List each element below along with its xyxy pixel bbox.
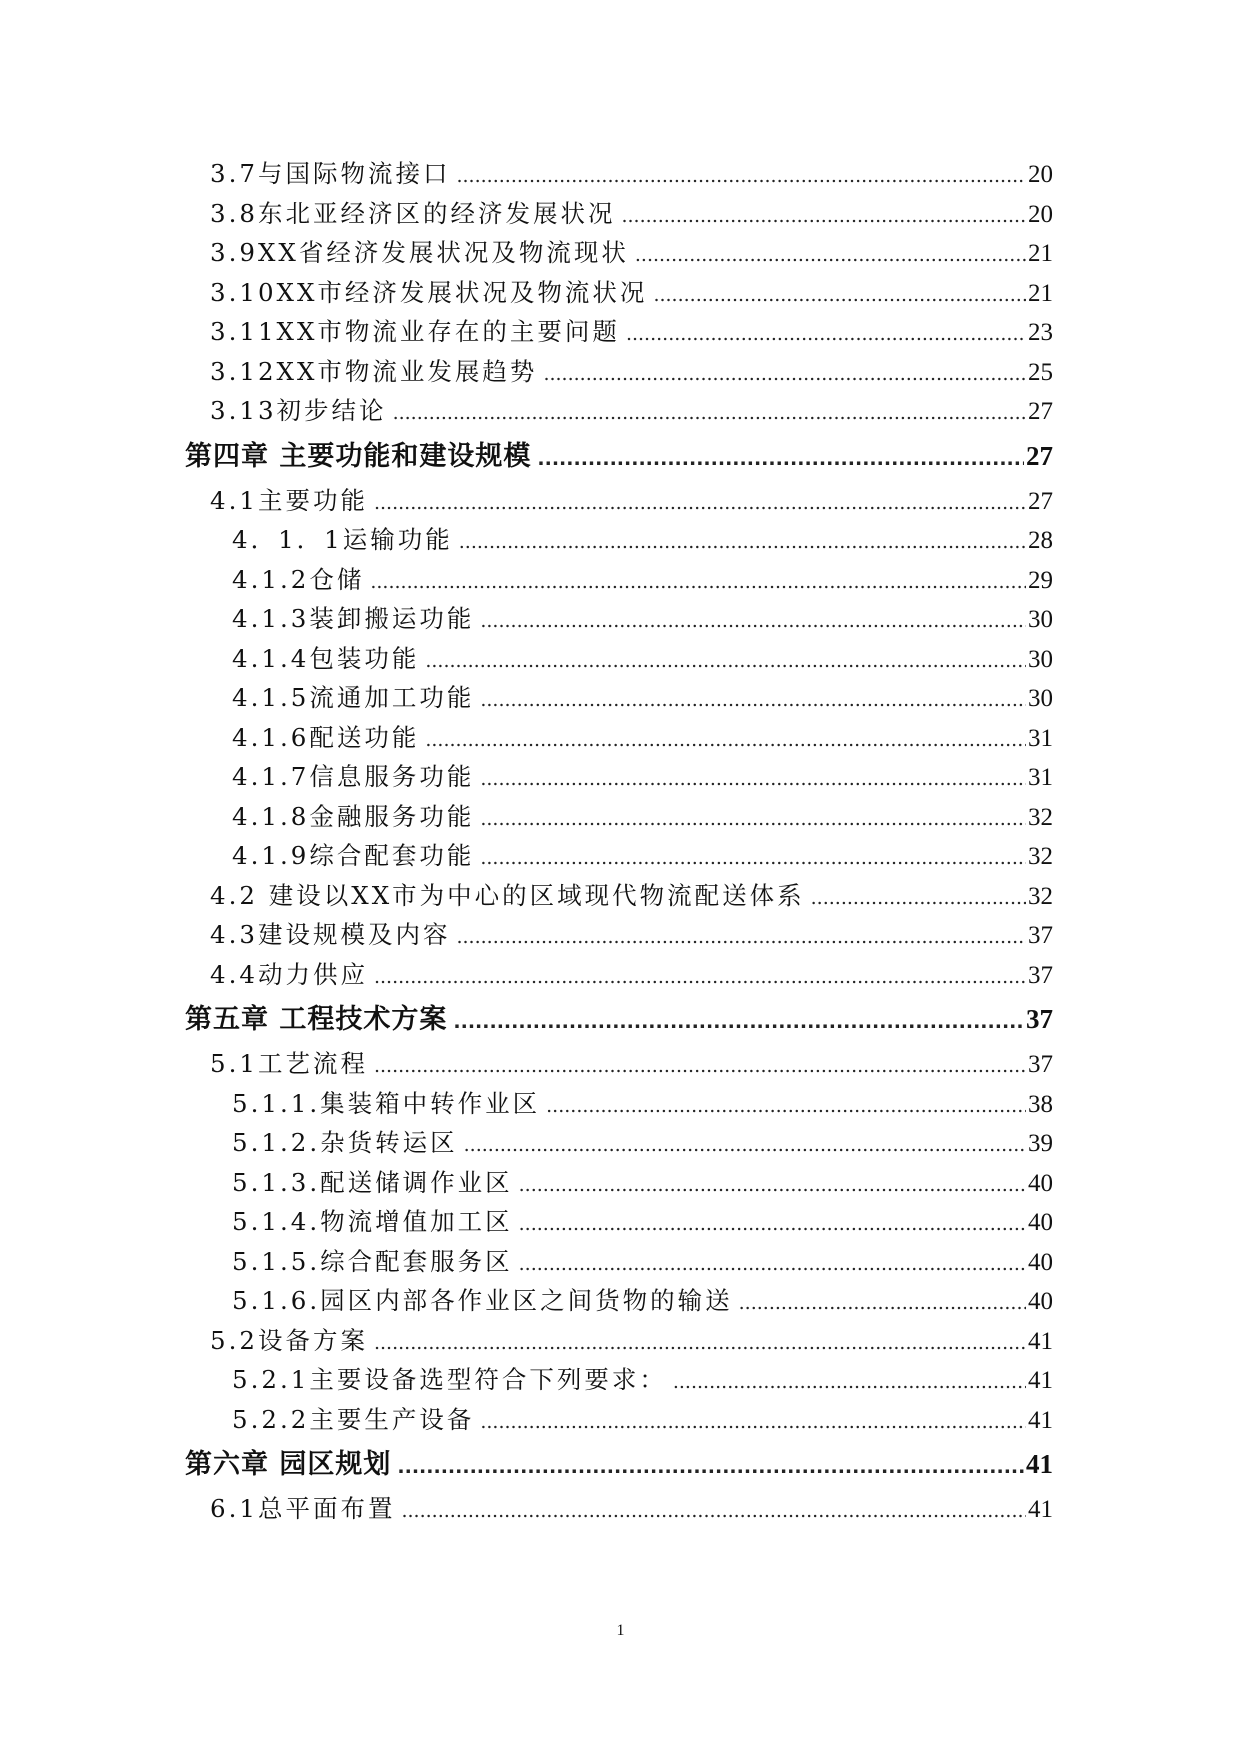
toc-entry-title: 4.1.4包装功能: [232, 643, 420, 673]
toc-entry-page: 25: [1028, 358, 1053, 386]
toc-entry-title: 5.1.1.集装箱中转作业区: [232, 1088, 541, 1118]
toc-entry[interactable]: [186, 520, 1053, 560]
toc-entry-title: 4.2 建设以XX市为中心的区域现代物流配送体系: [210, 880, 805, 910]
toc-entry-page: 32: [1028, 843, 1053, 870]
toc-entry-title: 5.2设备方案: [210, 1325, 368, 1355]
toc-entry-title: 5.1.2.杂货转运区: [232, 1128, 458, 1157]
toc-leader-dots: [393, 394, 1026, 434]
toc-entry-title: 3.8东北亚经济区的经济发展状况: [210, 198, 616, 228]
toc-entry-title: 第六章 园区规划: [185, 1449, 392, 1480]
toc-entry[interactable]: [186, 481, 1053, 521]
toc-leader-dots: [519, 1205, 1026, 1245]
toc-entry-page: 41: [1028, 1496, 1053, 1523]
toc-leader-dots: [374, 1047, 1026, 1087]
toc-entry[interactable]: [186, 1163, 1053, 1203]
toc-entry[interactable]: [186, 1321, 1053, 1361]
toc-leader-dots: [519, 1245, 1026, 1285]
toc-entry[interactable]: [186, 718, 1053, 758]
toc-entry-page: 29: [1028, 566, 1053, 594]
toc-leader-dots: [519, 1166, 1026, 1206]
toc-entry-title: 3.10XX市经济发展状况及物流状况: [210, 277, 648, 307]
toc-entry-title: 4.1.8金融服务功能: [232, 801, 475, 831]
toc-entry[interactable]: [186, 154, 1053, 194]
toc-leader-dots: [811, 879, 1026, 919]
toc-entry-page: 31: [1028, 764, 1053, 791]
toc-entry-page: 37: [1028, 1051, 1053, 1078]
toc-entry[interactable]: [186, 955, 1053, 995]
toc-entry-title: 4.1.3装卸搬运功能: [232, 604, 475, 633]
toc-entry-title: 4.3建设规模及内容: [210, 920, 451, 949]
toc-entry-page: 41: [1028, 1367, 1053, 1394]
toc-entry-page: 40: [1028, 1169, 1053, 1197]
toc-entry-page: 31: [1028, 724, 1053, 752]
toc-entry[interactable]: [186, 273, 1053, 313]
toc-entry-title: 5.2.2主要生产设备: [232, 1404, 475, 1434]
toc-entry-page: 40: [1028, 1248, 1053, 1276]
page-number: 1: [616, 1622, 625, 1639]
toc-entry-page: 20: [1028, 161, 1053, 188]
toc-leader-dots: [537, 434, 1024, 484]
toc-leader-dots: [626, 315, 1026, 355]
toc-entry[interactable]: [186, 1242, 1053, 1282]
toc-entry-page: 38: [1028, 1090, 1053, 1118]
toc-entry-page: 30: [1028, 685, 1053, 712]
toc-entry-title: 第四章 主要功能和建设规模: [185, 440, 532, 472]
toc-entry-title: 5.1.6.园区内部各作业区之间货物的输送: [232, 1286, 733, 1315]
toc-entry-page: 23: [1028, 319, 1053, 346]
toc-entry-page: 20: [1028, 200, 1053, 228]
toc-entry-page: 27: [1028, 487, 1053, 515]
toc-entry[interactable]: [186, 1044, 1053, 1084]
toc-leader-dots: [374, 958, 1026, 998]
toc-entry-page: 32: [1028, 882, 1053, 910]
toc-leader-dots: [425, 721, 1026, 761]
toc-entry-title: 5.1.3.配送储调作业区: [232, 1167, 513, 1197]
toc-entry-title: 4.1.7信息服务功能: [232, 762, 475, 791]
toc-entry[interactable]: [186, 1281, 1053, 1321]
toc-chapter-entry[interactable]: [185, 431, 1053, 481]
toc-leader-dots: [401, 1492, 1026, 1532]
toc-entry-page: 21: [1028, 240, 1053, 267]
toc-entry-title: 3.7与国际物流接口: [210, 159, 451, 188]
toc-entry[interactable]: [186, 391, 1053, 431]
toc-entry-title: 5.1.5.综合配套服务区: [232, 1246, 513, 1276]
toc-entry-page: 32: [1028, 803, 1053, 831]
toc-entry-title: 4.1.9综合配套功能: [232, 841, 475, 870]
toc-entry[interactable]: [186, 836, 1053, 876]
toc-entry-page: 30: [1028, 606, 1053, 633]
toc-entry-page: 27: [1026, 440, 1053, 471]
toc-leader-dots: [425, 642, 1026, 682]
toc-entry[interactable]: [186, 797, 1053, 837]
toc-leader-dots: [374, 1324, 1026, 1364]
toc-leader-dots: [546, 1087, 1026, 1127]
toc-entry-title: 3.11XX市物流业存在的主要问题: [210, 317, 620, 346]
toc-chapter-entry[interactable]: [185, 1439, 1053, 1489]
toc-leader-dots: [480, 602, 1026, 642]
toc-entry[interactable]: [186, 1123, 1053, 1163]
toc-entry-title: 3.13初步结论: [210, 396, 387, 425]
toc-entry-page: 27: [1028, 398, 1053, 425]
toc-entry-title: 4.1.6配送功能: [232, 722, 420, 752]
toc-entry[interactable]: [186, 915, 1053, 955]
toc-entry[interactable]: [186, 1202, 1053, 1242]
toc-entry[interactable]: [186, 233, 1053, 273]
toc-entry-title: 第五章 工程技术方案: [185, 1004, 448, 1035]
toc-entry[interactable]: [186, 194, 1053, 234]
toc-entry-page: 37: [1028, 961, 1053, 989]
toc-leader-dots: [453, 997, 1024, 1047]
toc-entry[interactable]: [186, 560, 1053, 600]
toc-entry-page: 41: [1026, 1449, 1053, 1479]
toc-leader-dots: [739, 1284, 1026, 1324]
toc-entry[interactable]: [186, 1084, 1053, 1124]
toc-leader-dots: [459, 523, 1026, 563]
toc-leader-dots: [480, 760, 1026, 800]
toc-entry[interactable]: [186, 678, 1053, 718]
toc-entry-page: 41: [1028, 1406, 1053, 1434]
toc-entry-title: 3.9XX省经济发展状况及物流现状: [210, 238, 629, 267]
toc-entry-page: 30: [1028, 645, 1053, 673]
toc-chapter-entry[interactable]: [185, 994, 1053, 1044]
toc-entry-title: 4．1．1运输功能: [232, 525, 453, 554]
toc-entry-page: 21: [1028, 279, 1053, 307]
toc-entry-page: 37: [1026, 1004, 1053, 1034]
toc-leader-dots: [374, 484, 1026, 524]
toc-leader-dots: [456, 918, 1026, 958]
toc-entry-title: 4.4动力供应: [210, 959, 368, 989]
toc-entry-page: 40: [1028, 1209, 1053, 1236]
toc-entry-title: 4.1.2仓储: [232, 564, 365, 594]
toc-entry-page: 40: [1028, 1288, 1053, 1315]
toc-leader-dots: [464, 1126, 1026, 1166]
toc-entry[interactable]: [186, 312, 1053, 352]
toc-entry-title: 5.1.4.物流增值加工区: [232, 1207, 513, 1236]
toc-leader-dots: [480, 839, 1026, 879]
toc-leader-dots: [480, 681, 1026, 721]
toc-entry[interactable]: [186, 757, 1053, 797]
toc-entry-page: 37: [1028, 922, 1053, 949]
toc-entry[interactable]: [186, 1489, 1053, 1529]
toc-leader-dots: [480, 1403, 1026, 1443]
toc-entry-page: 28: [1028, 527, 1053, 554]
toc-entry[interactable]: [186, 1400, 1053, 1440]
toc-entry-title: 6.1总平面布置: [210, 1494, 396, 1523]
toc-leader-dots: [370, 563, 1026, 603]
toc-entry[interactable]: [186, 352, 1053, 392]
toc-leader-dots: [635, 236, 1026, 276]
toc-leader-dots: [543, 355, 1026, 395]
toc-entry-page: 41: [1028, 1327, 1053, 1355]
toc-entry[interactable]: [186, 639, 1053, 679]
toc-entry-title: 5.1工艺流程: [210, 1049, 368, 1078]
toc-leader-dots: [621, 197, 1026, 237]
toc-entry[interactable]: [186, 876, 1053, 916]
toc-leader-dots: [653, 276, 1026, 316]
toc-entry[interactable]: [186, 599, 1053, 639]
toc-entry-title: 4.1主要功能: [210, 485, 368, 515]
toc-leader-dots: [456, 157, 1026, 197]
toc-entry-title: 3.12XX市物流业发展趋势: [210, 356, 538, 386]
toc-leader-dots: [673, 1363, 1026, 1403]
toc-entry-title: 5.2.1主要设备选型符合下列要求：: [232, 1365, 667, 1394]
toc-leader-dots: [397, 1442, 1024, 1492]
toc-entry[interactable]: [186, 1360, 1053, 1400]
table-of-contents: [186, 154, 1053, 1529]
toc-entry-title: 4.1.5流通加工功能: [232, 683, 475, 712]
toc-leader-dots: [480, 800, 1026, 840]
toc-entry-page: 39: [1028, 1130, 1053, 1157]
